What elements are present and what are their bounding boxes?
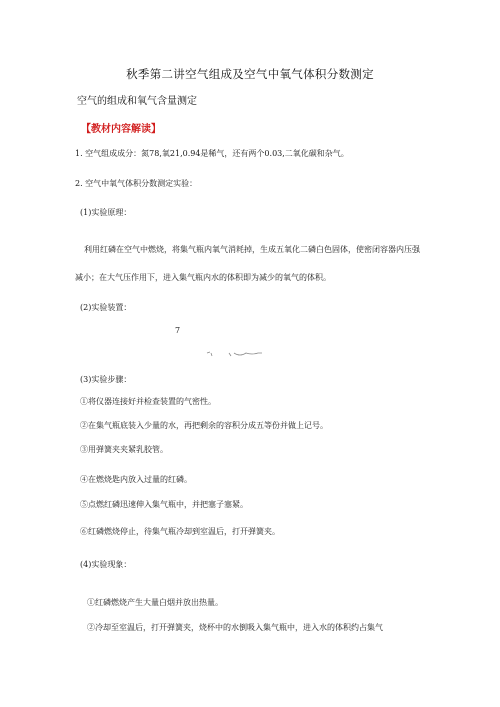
step-3: ③用弹簧夹夹紧乳胶管。 (80, 445, 168, 454)
document-title: 秋季第二讲空气组成及空气中氧气体积分数测定 (126, 67, 374, 81)
apparatus-label: (2)实验装置： (80, 303, 132, 312)
principle-text-line-2: 减小；在大气压作用下，进入集气瓶内水的体积即为减少的氧气的体积。 (75, 273, 331, 282)
apparatus-sketch-icon (170, 322, 300, 362)
document-subtitle: 空气的组成和氧气含量测定 (77, 96, 197, 107)
phenomenon-1: ①红磷燃烧产生大量白烟并放出热量。 (87, 598, 223, 607)
phenomena-label: (4)实验现象： (80, 560, 132, 569)
step-6: ⑥红磷燃烧停止，待集气瓶冷却到室温后，打开弹簧夹。 (80, 527, 280, 536)
principle-label: (1)实验原理： (80, 208, 132, 217)
apparatus-diagram (170, 322, 300, 362)
paragraph-item-2: 2. 空气中氧气体积分数测定实验： (75, 179, 198, 188)
diagram-label: 7 (175, 326, 181, 335)
step-2: ②在集气瓶底装入少量的水，再把剩余的容积分成五等份并做上记号。 (80, 421, 328, 430)
step-4: ④在燃烧匙内放入过量的红磷。 (80, 475, 192, 484)
steps-label: (3)实验步骤： (80, 375, 132, 384)
paragraph-item-1: 1. 空气组成成分：氮78,氧21,0.94是稀气，还有两个0.03,二氧化碳和杂气。 (75, 149, 349, 158)
principle-text-line-1: 利用红磷在空气中燃烧，将集气瓶内氧气消耗掉，生成五氧化二磷白色固体，使密闭容器内压强 (84, 245, 420, 254)
section-heading: 【教材内容解读】 (81, 124, 161, 135)
phenomenon-2: ②冷却至室温后，打开弹簧夹，烧杯中的水倒吸入集气瓶中，进入水的体积约占集气 (87, 623, 383, 632)
step-1: ①将仪器连接好并检查装置的气密性。 (80, 397, 216, 406)
step-5: ⑤点燃红磷迅速伸入集气瓶中，并把塞子塞紧。 (80, 500, 248, 509)
